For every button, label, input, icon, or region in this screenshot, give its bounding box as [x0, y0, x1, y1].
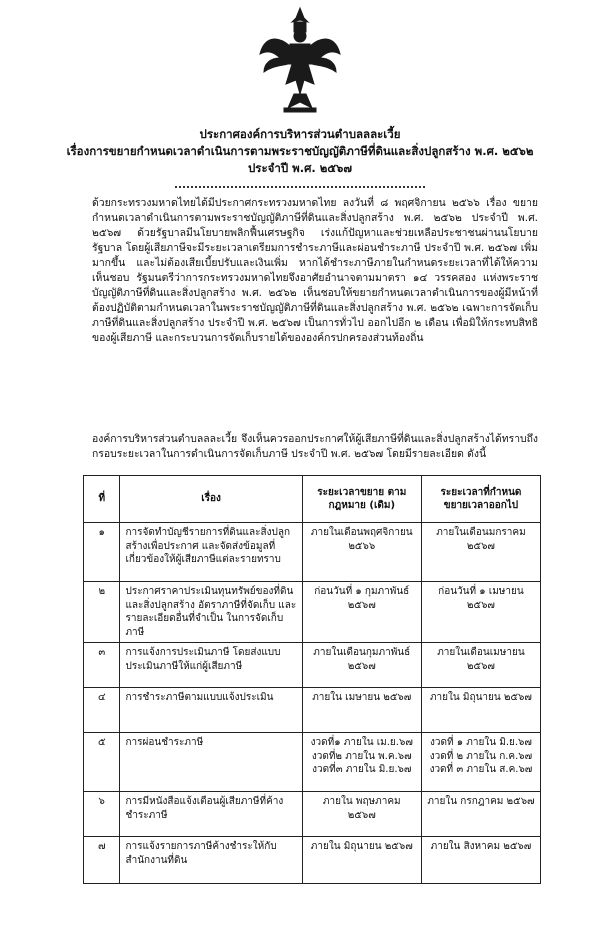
table-row: [84, 643, 541, 688]
body-paragraph-2: องค์การบริหารส่วนตำบลลละเวี้ย จึงเห็นควรออกประกาศให้ผู้เสียภาษีที่ดินและสิ่งปลูกสร้างได้ทราบถึงกรอบระยะเวลาในการดำเนินการจัดเก็บภาษี ประจำปี พ.ศ. ๒๕๖๗ โดยมีรายละเอียด ดังนี้: [92, 433, 538, 460]
header-new-period: ระยะเวลาที่กำหนด ขยายเวลาออกไป: [421, 476, 540, 523]
announcement-heading: ประกาศองค์การบริหารส่วนตำบลลละเวี้ย: [199, 127, 401, 141]
schedule-table: [83, 475, 541, 884]
header-topic: เรื่อง: [120, 476, 302, 523]
header-no: ที่: [84, 476, 120, 523]
installment-line: งวดที่๑ ภายใน เม.ย.๖๗: [310, 737, 413, 748]
row-new-period: [421, 733, 540, 792]
table-row: [84, 837, 541, 884]
row-new-period: ก่อนวันที่ ๑ เมษายน ๒๕๖๗: [421, 582, 540, 643]
row-old-period: ก่อนวันที่ ๑ กุมภาพันธ์ ๒๕๖๗: [302, 582, 421, 643]
table-header-row: [84, 476, 541, 523]
announcement-year: ประจำปี พ.ศ. ๒๕๖๗: [247, 161, 352, 175]
row-number: ๑: [84, 523, 120, 582]
row-old-period: [302, 733, 421, 792]
row-new-period: ภายในเดือนเมษายน ๒๕๖๗: [421, 643, 540, 688]
row-topic: ประกาศราคาประเมินทุนทรัพย์ของที่ดินและสิ่งปลูกสร้าง อัตราภาษีที่จัดเก็บ และรายละเอียดอื่นที่จำเป็น ในการจัดเก็บภาษี: [120, 582, 302, 643]
row-topic: การแจ้งรายการภาษีค้างชำระให้กับสำนักงานที่ดิน: [120, 837, 302, 884]
row-topic: การมีหนังสือแจ้งเตือนผู้เสียภาษีที่ค้างชำระภาษี: [120, 792, 302, 837]
row-number: ๔: [84, 688, 120, 733]
row-topic: การชำระภาษีตามแบบแจ้งประเมิน: [120, 688, 302, 733]
installment-line: งวดที่๒ ภายใน พ.ค.๖๗: [311, 750, 412, 762]
row-topic: การผ่อนชำระภาษี: [120, 733, 302, 792]
announcement-subject: เรื่องการขยายกำหนดเวลาดำเนินการตามพระราชบัญญัติภาษีที่ดินและสิ่งปลูกสร้าง พ.ศ. ๒๕๖๒: [66, 144, 534, 158]
body-paragraph-1: ด้วยกระทรวงมหาดไทยได้มีประกาศกระทรวงมหาดไทย ลงวันที่ ๘ พฤศจิกายน ๒๕๖๖ เรื่อง ขยายกำหนดเวลาดำเนินการตามพระราชบัญญัติภาษีที่ดินและสิ่งปลูกสร้าง พ.ศ. ๒๕๖๒ ประจำปี พ.ศ. ๒๕๖๗ ด้วยรัฐบาลมีนโยบายพลิกฟื้นเศรษฐกิจ เร่งแก้ปัญหาและช่วยเหลือประชาชนผ่านนโยบายรัฐบาล โดยผู้เสียภาษีจะมีระยะเวลาเตรียมการชำระภาษีและผ่อนชำระภาษี ประจำปี พ.ศ. ๒๕๖๗ เพิ่มมากขึ้น และไม่ต้องเสียเบี้ยปรับและเงินเพิ่ม หากได้ชำระภาษีภายในกำหนดระยะเวลาที่ได้ให้ความเห็นชอบ รัฐมนตรีว่าการกระทรวงมหาดไทยจึงอาศัยอำนาจตามมาตรา ๑๔ วรรคสอง แห่งพระราชบัญญัติภาษีที่ดินและสิ่งปลูกสร้าง พ.ศ. ๒๕๖๒ เห็นชอบให้ขยายกำหนดเวลาดำเนินการของผู้มีหน้าที่ต้องปฏิบัติตามกำหนดเวลาในพระราชบัญญัติภาษีที่ดินและสิ่งปลูกสร้าง พ.ศ. ๒๕๖๒ เฉพาะการจัดเก็บภาษีที่ดินและสิ่งปลูกสร้าง ประจำปี พ.ศ. ๒๕๖๗ เป็นการทั่วไป ออกไปอีก ๒ เดือน เพื่อมิให้กระทบสิทธิของผู้เสียภาษี และกระบวนการจัดเก็บรายได้ขององค์กรปกครองส่วนท้องถิ่น: [92, 197, 538, 344]
row-new-period: ภายในเดือนมกราคม ๒๕๖๗: [421, 523, 540, 582]
row-number: ๒: [84, 582, 120, 643]
dotted-divider: [175, 176, 425, 188]
row-topic: การจัดทำบัญชีรายการที่ดินและสิ่งปลูกสร้างเพื่อประกาศ และจัดส่งข้อมูลที่เกี่ยวข้องให้ผู้เสียภาษีแต่ละรายทราบ: [120, 523, 302, 582]
row-new-period: ภายใน มิถุนายน ๒๕๖๗: [421, 688, 540, 733]
table-row: [84, 523, 541, 582]
installment-line: งวดที่ ๓ ภายใน ส.ค.๖๗: [429, 764, 533, 775]
row-old-period: ภายในเดือนกุมภาพันธ์ ๒๕๖๗: [302, 643, 421, 688]
row-old-period: ภายใน มิถุนายน ๒๕๖๗: [302, 837, 421, 884]
row-old-period: ภายใน เมษายน ๒๕๖๗: [302, 688, 421, 733]
row-number: ๗: [84, 837, 120, 884]
row-number: ๕: [84, 733, 120, 792]
table-row: [84, 792, 541, 837]
header-old-period: ระยะเวลาขยาย ตามกฎหมาย (เดิม): [302, 476, 421, 523]
garuda-emblem: [256, 4, 344, 116]
row-new-period: ภายใน สิงหาคม ๒๕๖๗: [421, 837, 540, 884]
row-old-period: ภายในเดือนพฤศจิกายน ๒๕๖๖: [302, 523, 421, 582]
table-row: [84, 582, 541, 643]
installment-line: งวดที่๓ ภายใน มิ.ย.๖๗: [312, 764, 412, 775]
installment-line: งวดที่ ๑ ภายใน มิ.ย.๖๗: [429, 737, 532, 748]
row-new-period: ภายใน กรกฎาคม ๒๕๖๗: [421, 792, 540, 837]
row-number: ๖: [84, 792, 120, 837]
row-number: ๓: [84, 643, 120, 688]
table-row: [84, 733, 541, 792]
table-row: [84, 688, 541, 733]
row-topic: การแจ้งการประเมินภาษี โดยส่งแบบประเมินภาษีให้แก่ผู้เสียภาษี: [120, 643, 302, 688]
row-old-period: ภายใน พฤษภาคม ๒๕๖๗: [302, 792, 421, 837]
installment-line: งวดที่ ๒ ภายใน ก.ค.๖๗: [429, 750, 533, 762]
